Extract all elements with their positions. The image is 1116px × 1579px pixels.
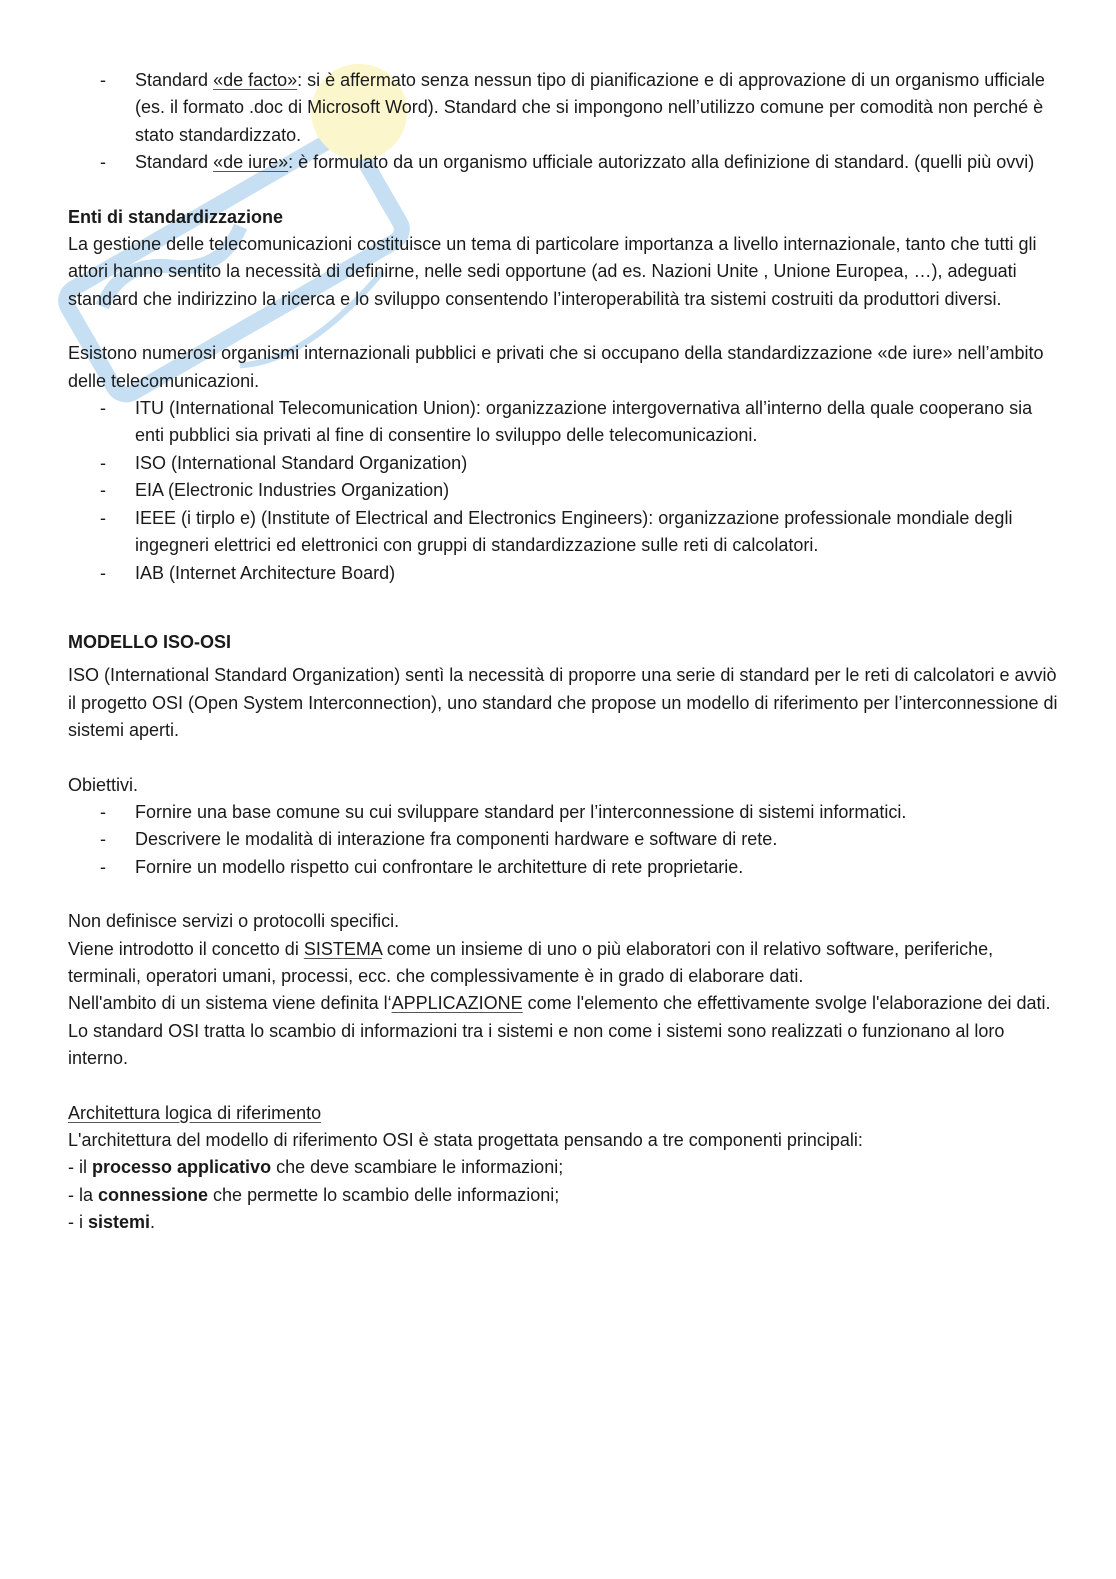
document-page xyxy=(68,67,1058,1237)
standard-types-list xyxy=(68,67,1058,177)
section-heading-osi: MODELLO ISO-OSI xyxy=(68,631,232,652)
list-item: - Descrivere le modalità di interazione fra componenti hardware e software di rete. xyxy=(68,826,1058,853)
paragraph: Viene introdotto il concetto di SISTEMA come un insieme di uno o più elaboratori con il relativo software, periferiche, terminali, operatori umani, processi, ecc. che complessivamente è in grado di elaborare dati. xyxy=(68,938,994,986)
subsection-heading-architettura: Architettura logica di riferimento xyxy=(68,1102,322,1123)
component-line: - la connessione che permette lo scambio delle informazioni; xyxy=(68,1184,560,1205)
list-item: - Fornire una base comune su cui sviluppare standard per l’interconnessione di sistemi informatici. xyxy=(68,799,1058,826)
list-item: - IAB (Internet Architecture Board) xyxy=(68,560,1058,587)
de-facto-link[interactable]: «de facto» xyxy=(213,70,298,90)
paragraph: La gestione delle telecomunicazioni costituisce un tema di particolare importanza a livello internazionale, tanto che tutti gli attori hanno sentito la necessità di definirne, nelle sedi opportune (ad es. Nazioni Unite , Unione Europea, …), adeguati standard che indirizzino la ricerca e lo sviluppo consentendo l’interoperabilità tra sistemi costruiti da produttori diversi. xyxy=(68,234,1037,309)
list-item: - Fornire un modello rispetto cui confrontare le architetture di rete proprietarie. xyxy=(68,854,1058,881)
paragraph: L'architettura del modello di riferimento OSI è stata progettata pensando a tre componenti principali: xyxy=(68,1130,863,1150)
de-iure-link[interactable]: «de iure» xyxy=(213,152,289,173)
sistema-link[interactable]: SISTEMA xyxy=(303,938,382,959)
objectives-label: Obiettivi. xyxy=(68,774,139,795)
list-item: - ITU (International Telecomunication Union): organizzazione intergovernativa all’interno della quale cooperano sia enti pubblici sia privati al fine di consentire lo sviluppo delle telecomunicazioni. xyxy=(68,395,1058,450)
paragraph: Non definisce servizi o protocolli specifici. xyxy=(68,911,400,932)
list-item: - Standard «de facto»: si è affermato senza nessun tipo di pianificazione e di approvazione di un organismo ufficiale (es. il formato .doc di Microsoft Word). Standard che si impongono nell’utilizzo comune per comodità non perché è stato standardizzato. xyxy=(68,67,1058,149)
applicazione-link[interactable]: APPLICAZIONE xyxy=(391,993,523,1014)
component-line: - il processo applicativo che deve scambiare le informazioni; xyxy=(68,1157,564,1178)
list-item: - Standard «de iure»: è formulato da un organismo ufficiale autorizzato alla definizione di standard. (quelli più ovvi) xyxy=(68,149,1058,176)
paragraph: ISO (International Standard Organization) sentì la necessità di proporre una serie di standard per le reti di calcolatori e avviò il progetto OSI (Open System Interconnection), uno standard che propose un modello di riferimento per l’interconnessione di sistemi aperti. xyxy=(68,665,1058,741)
objectives-list xyxy=(68,799,1058,881)
paragraph: Lo standard OSI tratta lo scambio di informazioni tra i sistemi e non come i sistemi sono realizzati o funzionano al loro interno. xyxy=(68,1020,1005,1069)
paragraph: Esistono numerosi organismi internazionali pubblici e privati che si occupano della standardizzazione «de iure» nell’ambito delle telecomunicazioni. xyxy=(68,343,1044,391)
organizations-list xyxy=(68,395,1058,587)
list-item: - EIA (Electronic Industries Organization) xyxy=(68,477,1058,504)
list-item: - IEEE (i tirplo e) (Institute of Electrical and Electronics Engineers): organizzazione professionale mondiale degli ingegneri elettrici ed elettronici con gruppi di standardizzazione sulle reti di calcolatori. xyxy=(68,505,1058,560)
paragraph: Nell'ambito di un sistema viene definita l‘APPLICAZIONE come l'elemento che effettivamente svolge l'elaborazione dei dati. xyxy=(68,993,1051,1014)
component-line: - i sistemi. xyxy=(68,1212,156,1233)
list-item: - ISO (International Standard Organization) xyxy=(68,450,1058,477)
section-heading-enti: Enti di standardizzazione xyxy=(68,206,284,227)
